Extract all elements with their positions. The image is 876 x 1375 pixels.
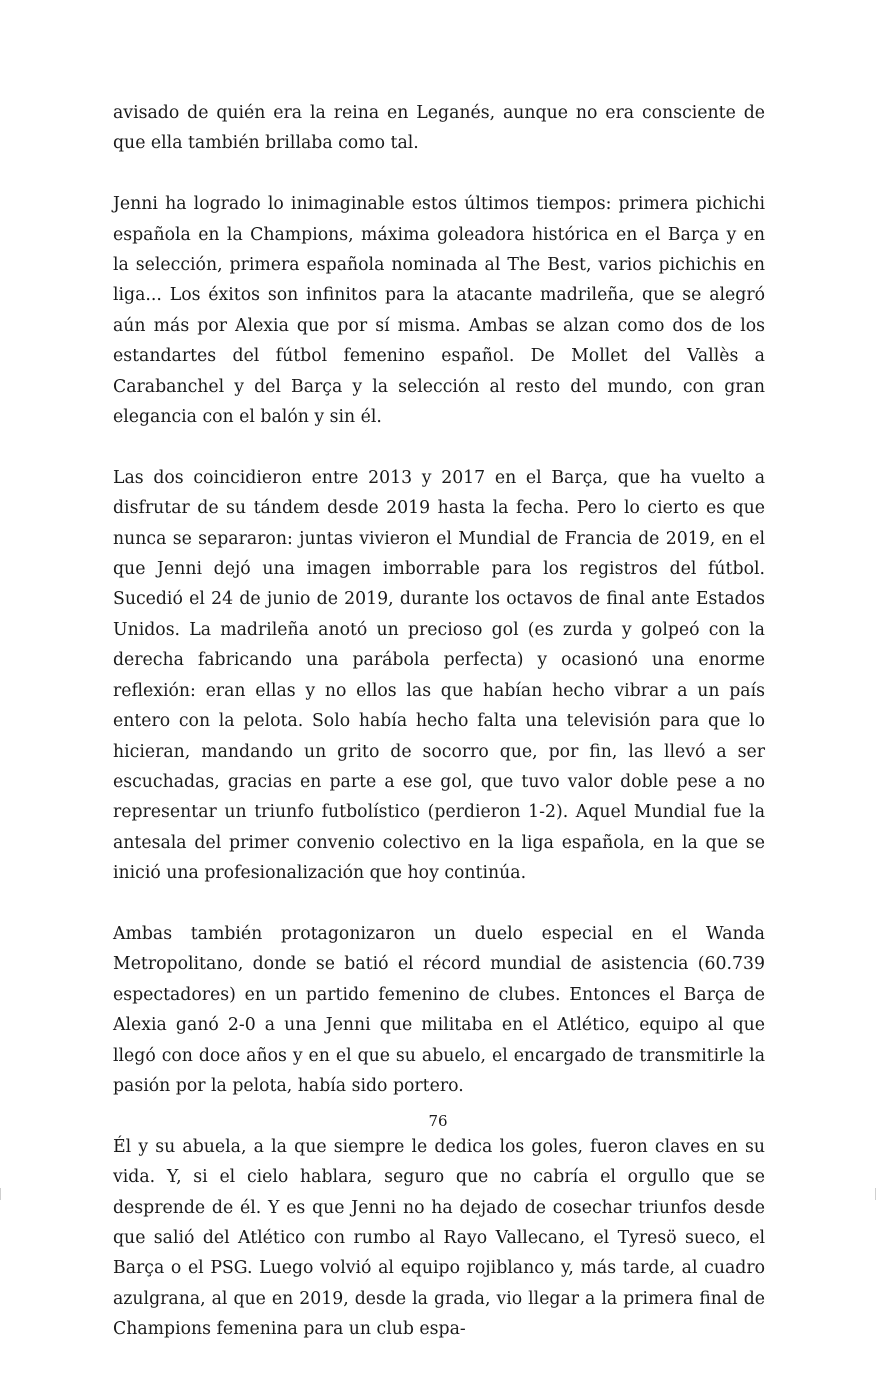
paragraph-2: Jenni ha logrado lo inimaginable estos últimos tiempos: primera pichichi española en la Champions, máxima goleadora histórica en el Barça y en la selección, primera española nominada al The Best, varios pichichis en liga... Los éxitos son infinitos para la atacante madrileña, que se alegró aún más por Alexia que por sí misma. Ambas se alzan como dos de los estandartes del fútbol femenino español. De Mollet del Vallès a Carabanchel y del Barça y la selección al resto del mundo, con gran elegancia con el balón y sin él. <box>113 194 765 428</box>
paragraph-4: Ambas también protagonizaron un duelo especial en el Wanda Metropolitano, donde se batió el récord mundial de asistencia (60.739 espectadores) en un partido femenino de clubes. Entonces el Barça de Alexia ganó 2-0 a una Jenni que militaba en el Atlético, equipo al que llegó con doce años y en el que su abuelo, el encargado de transmitirle la pasión por la pelota, había sido portero. <box>113 923 765 1096</box>
page-body <box>113 98 765 1375</box>
paragraph-3: Las dos coincidieron entre 2013 y 2017 en el Barça, que ha vuelto a disfrutar de su tándem desde 2019 hasta la fecha. Pero lo cierto es que nunca se separaron: juntas vivieron el Mundial de Francia de 2019, en el que Jenni dejó una imagen imborrable para los registros del fútbol. Sucedió el 24 de junio de 2019, durante los octavos de final ante Estados Unidos. La madrileña anotó un precioso gol (es zurda y golpeó con la derecha fabricando una parábola perfecta) y ocasionó una enorme reflexión: eran ellas y no ellos las que habían hecho vibrar a un país entero con la pelota. Solo había hecho falta una televisión para que lo hicieran, mandando un grito de socorro que, por fin, las llevó a ser escuchadas, gracias en parte a ese gol, que tuvo valor doble pese a no representar un triunfo futbolístico (perdieron 1-2). Aquel Mundial fue la antesala del primer convenio colectivo en la liga española, en la que se inició una profesionalización que hoy continúa. <box>113 467 765 884</box>
paragraph-1: avisado de quién era la reina en Leganés, aunque no era consciente de que ella también brillaba como tal. <box>113 103 765 154</box>
crop-mark-left <box>0 1188 1 1200</box>
paragraph-5: Él y su abuela, a la que siempre le dedica los goles, fueron claves en su vida. Y, si el cielo hablara, seguro que no cabría el orgullo que se desprende de él. Y es que Jenni no ha dejado de cosechar triunfos desde que salió del Atlético con rumbo al Rayo Vallecano, el Tyresö sueco, el Barça o el PSG. Luego volvió al equipo rojiblanco y, más tarde, al cuadro azulgrana, al que en 2019, desde la grada, vio llegar a la primera final de Champions femenina para un club espa- <box>113 1136 765 1340</box>
page-number: 76 <box>428 1112 448 1130</box>
